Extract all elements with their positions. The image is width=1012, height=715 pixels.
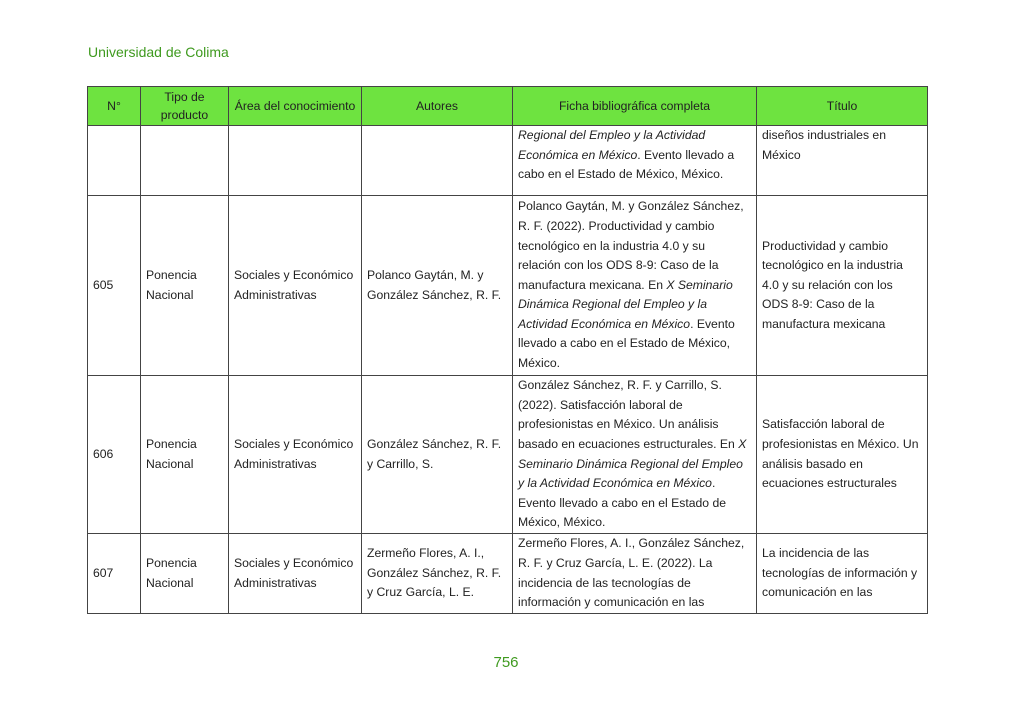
ficha-text: González Sánchez, R. F. y Carrillo, S. (2022). Satisfacción laboral de profesionistas en México. Un análisis basado en ecuaciones estructurales. En: [518, 378, 739, 451]
ficha-italic: Regional del Empleo y la Actividad Económica en México: [518, 128, 706, 162]
cell-ficha: [513, 126, 757, 196]
cell-ficha: [513, 534, 757, 614]
institution-name: Universidad de Colima: [88, 44, 229, 60]
ficha-text: Zermeño Flores, A. I., González Sánchez, R. F. y Cruz García, L. E. (2022). La incidencia de las tecnologías de información y comunicación en las: [518, 536, 745, 610]
col-header-num: N°: [88, 87, 141, 126]
cell-num: 607: [88, 534, 141, 614]
col-header-tipo: Tipo de producto: [141, 87, 229, 126]
cell-titulo: La incidencia de las tecnologías de información y comunicación en las: [757, 534, 928, 614]
cell-area: [229, 126, 362, 196]
table-row: [88, 534, 928, 614]
table-row: [88, 196, 928, 376]
col-header-autores: Autores: [362, 87, 513, 126]
table-header-row: [88, 87, 928, 126]
cell-area: Sociales y Económico Administrativas: [229, 534, 362, 614]
table-row: [88, 376, 928, 534]
cell-tipo: Ponencia Nacional: [141, 196, 229, 376]
cell-autores: Zermeño Flores, A. I., González Sánchez, R. F. y Cruz García, L. E.: [362, 534, 513, 614]
ficha-text: . Evento llevado a cabo en el Estado de México, México.: [518, 476, 727, 530]
cell-area: Sociales y Económico Administrativas: [229, 196, 362, 376]
ficha-italic: X Seminario Dinámica Regional del Empleo y la Actividad Económica en México: [518, 436, 747, 491]
table-row-continuation: [88, 126, 928, 196]
ficha-text: . Evento llevado a cabo en el Estado de México, México.: [518, 316, 735, 371]
cell-titulo: Productividad y cambio tecnológico en la industria 4.0 y su relación con los ODS 8-9: Caso de la manufactura mexicana: [757, 196, 928, 376]
col-header-titulo: Título: [757, 87, 928, 126]
cell-tipo: [141, 126, 229, 196]
ficha-italic: X Seminario Dinámica Regional del Empleo y la Actividad Económica en México: [518, 277, 733, 331]
cell-titulo: Satisfacción laboral de profesionistas en México. Un análisis basado en ecuaciones estructurales: [757, 376, 928, 534]
cell-tipo: Ponencia Nacional: [141, 534, 229, 614]
col-header-area: Área del conocimiento: [229, 87, 362, 126]
ficha-text: Polanco Gaytán, M. y González Sánchez, R. F. (2022). Productividad y cambio tecnológico en la industria 4.0 y su relación con los ODS 8-9: Caso de la manufactura mexicana. En: [518, 199, 744, 292]
ficha-rest: . Evento llevado a cabo en el Estado de México, México.: [518, 147, 735, 182]
cell-num: 605: [88, 196, 141, 376]
cell-area: Sociales y Económico Administrativas: [229, 376, 362, 534]
cell-tipo: Ponencia Nacional: [141, 376, 229, 534]
cell-num: [88, 126, 141, 196]
cell-autores: Polanco Gaytán, M. y González Sánchez, R. F.: [362, 196, 513, 376]
bibliography-table: [87, 86, 928, 614]
page-number: 756: [493, 654, 519, 671]
cell-ficha: [513, 196, 757, 376]
cell-titulo: diseños industriales en México: [757, 126, 928, 196]
cell-ficha: [513, 376, 757, 534]
cell-num: 606: [88, 376, 141, 534]
col-header-ficha: Ficha bibliográfica completa: [513, 87, 757, 126]
cell-autores: González Sánchez, R. F. y Carrillo, S.: [362, 376, 513, 534]
cell-autores: [362, 126, 513, 196]
